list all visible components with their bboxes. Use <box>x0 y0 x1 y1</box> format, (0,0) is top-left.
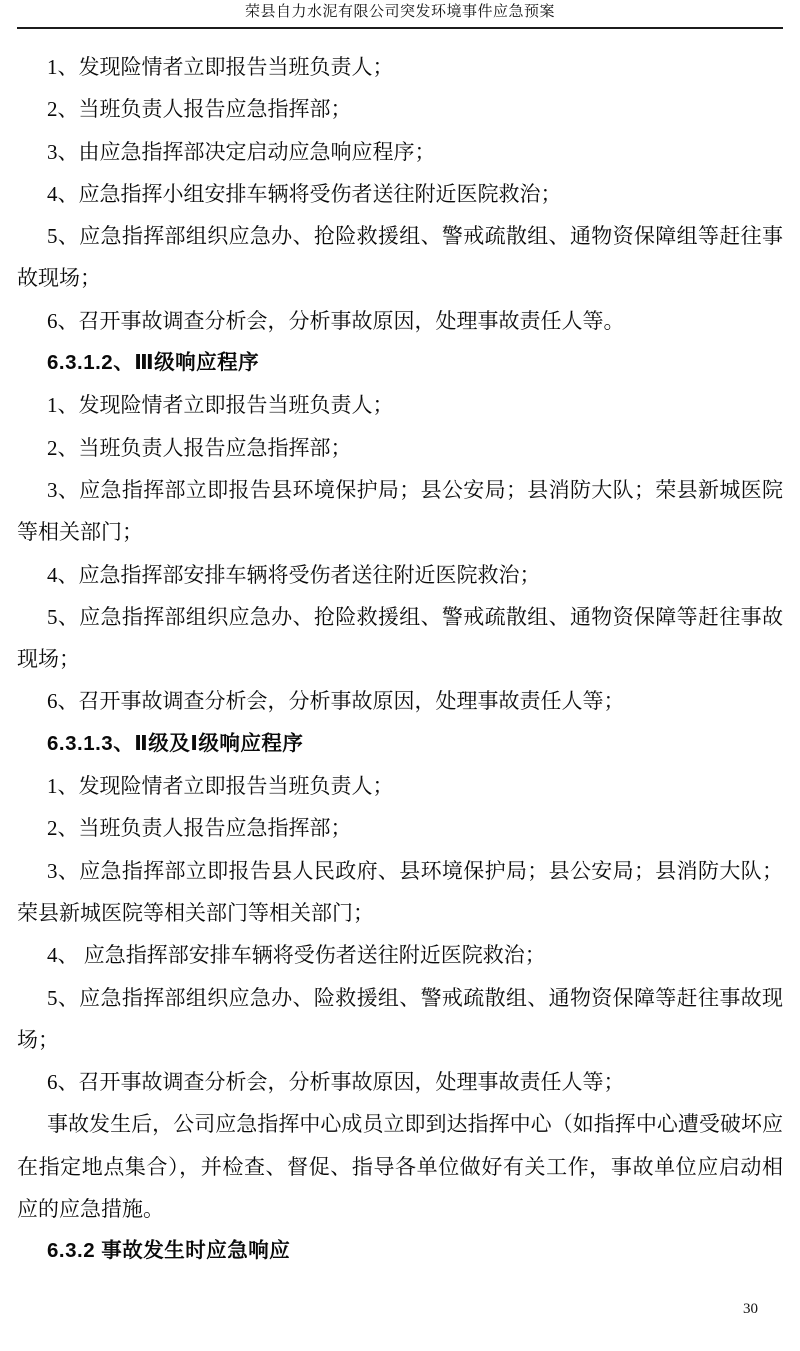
document-paragraph: 3、由应急指挥部决定启动应急响应程序； <box>47 139 436 164</box>
document-paragraph: 6、召开事故调查分析会，分析事故原因，处理事故责任人等。 <box>47 308 625 333</box>
document-paragraph: 4、应急指挥部安排车辆将受伤者送往附近医院救治； <box>47 562 541 587</box>
section-heading: 6.3.2 事故发生时应急响应 <box>47 1239 291 1263</box>
document-paragraph: 4、应急指挥小组安排车辆将受伤者送往附近医院救治； <box>47 181 562 206</box>
document-body <box>17 46 783 1273</box>
document-paragraph: 2、当班负责人报告应急指挥部； <box>47 816 352 841</box>
document-paragraph: 4、 应急指挥部安排车辆将受伤者送往附近医院救治； <box>47 943 546 968</box>
document-paragraph: 2、当班负责人报告应急指挥部； <box>47 97 352 122</box>
document-paragraph: 5、应急指挥部组织应急办、抢险救援组、警戒疏散组、通物资保障组等赶往事故现场； <box>17 224 783 291</box>
document-paragraph: 3、应急指挥部立即报告县人民政府、县环境保护局；县公安局；县消防大队；荣县新城医院等相关部门等相关部门； <box>17 858 783 925</box>
document-paragraph: 2、当班负责人报告应急指挥部； <box>47 435 352 460</box>
page-header-title: 荣县自力水泥有限公司突发环境事件应急预案 <box>244 4 555 20</box>
section-heading: 6.3.1.3、Ⅱ级及Ⅰ级响应程序 <box>47 731 304 755</box>
document-paragraph: 1、发现险情者立即报告当班负责人； <box>47 393 394 418</box>
page-header <box>17 0 783 29</box>
document-paragraph: 1、发现险情者立即报告当班负责人； <box>47 774 394 799</box>
document-paragraph: 3、应急指挥部立即报告县环境保护局；县公安局；县消防大队；荣县新城医院等相关部门； <box>17 477 783 545</box>
page-number: 30 <box>743 1301 758 1317</box>
document-paragraph: 1、发现险情者立即报告当班负责人； <box>47 55 394 79</box>
document-paragraph: 5、应急指挥部组织应急办、险救援组、警戒疏散组、通物资保障等赶往事故现场； <box>17 985 783 1052</box>
document-paragraph: 6、召开事故调查分析会，分析事故原因，处理事故责任人等； <box>47 1070 625 1095</box>
document-paragraph: 事故发生后，公司应急指挥中心成员立即到达指挥中心（如指挥中心遭受破坏应在指定地点集合），并检查、督促、指导各单位做好有关工作，事故单位应启动相应的应急措施。 <box>17 1112 783 1222</box>
section-heading: 6.3.1.2、Ⅲ级响应程序 <box>47 351 260 375</box>
document-paragraph: 6、召开事故调查分析会，分析事故原因，处理事故责任人等； <box>47 689 625 714</box>
document-paragraph: 5、应急指挥部组织应急办、抢险救援组、警戒疏散组、通物资保障等赶往事故现场； <box>17 604 783 672</box>
